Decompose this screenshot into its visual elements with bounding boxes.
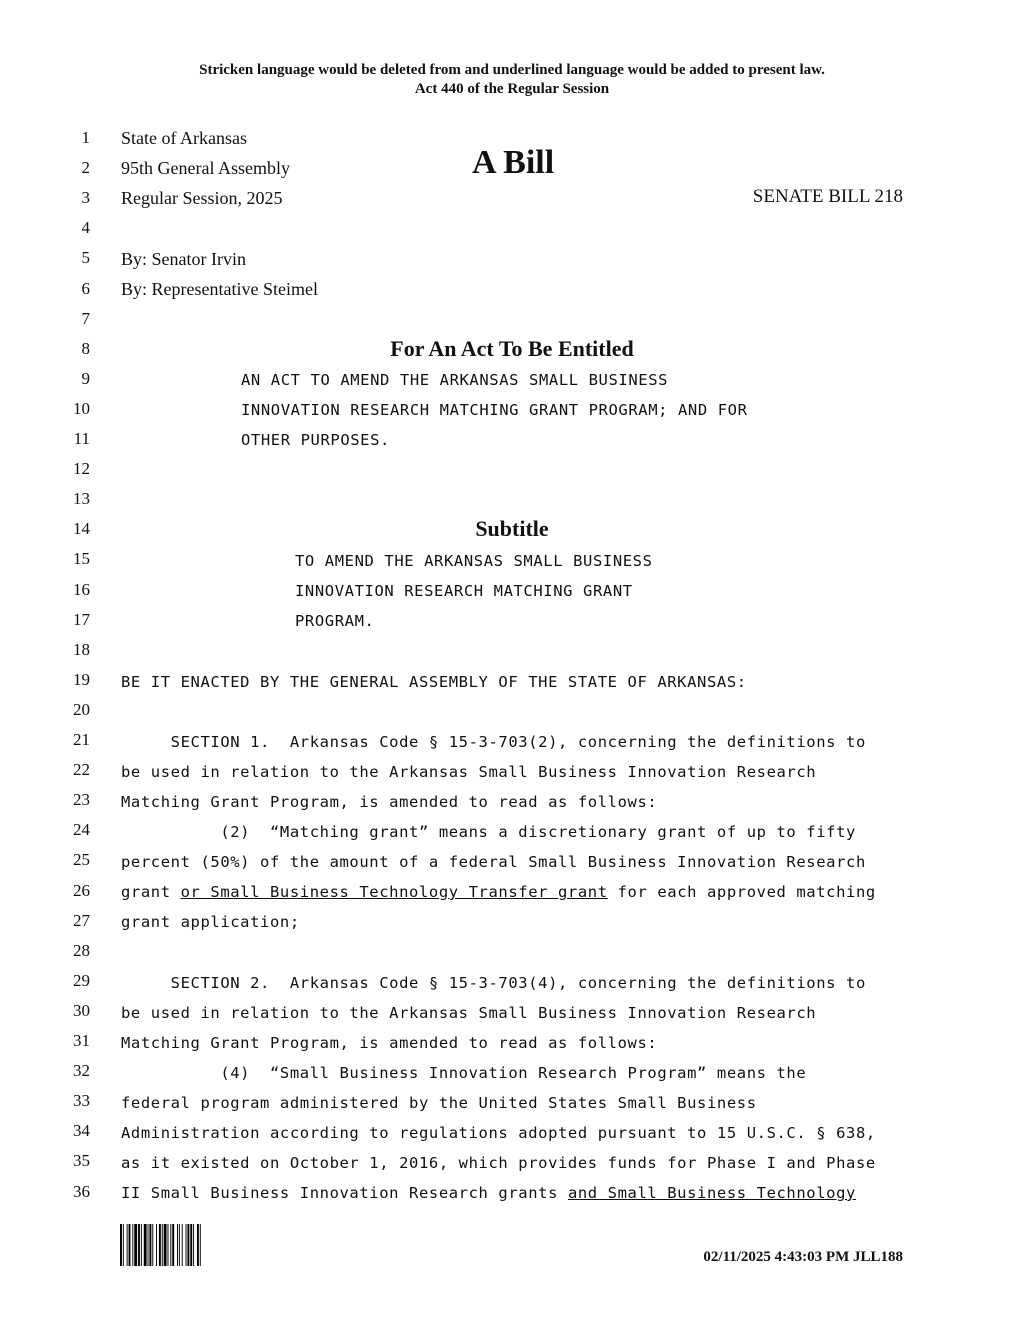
title-heading: For An Act To Be Entitled (390, 336, 634, 361)
sponsor-representative: By: Representative Steimel (121, 279, 318, 299)
section2-line-32: (4) “Small Business Innovation Research Program” means the (121, 1064, 807, 1082)
title-line-2: INNOVATION RESEARCH MATCHING GRANT PROGRAM; AND FOR (241, 401, 748, 419)
line-number: 26 (73, 880, 90, 900)
line-number: 33 (73, 1091, 90, 1111)
section1-line-25: percent (50%) of the amount of a federal Small Business Innovation Research (121, 853, 866, 871)
line-number: 16 (73, 579, 90, 599)
line-number: 20 (73, 699, 90, 719)
added-text: or Small Business Technology Transfer grant (180, 883, 608, 901)
session: Regular Session, 2025 (121, 188, 283, 208)
line-number: 21 (73, 730, 90, 749)
section2-line-30: be used in relation to the Arkansas Small Business Innovation Research (121, 1004, 817, 1022)
title-line-3: OTHER PURPOSES. (241, 431, 390, 449)
line-number: 15 (73, 549, 90, 569)
line-number: 11 (73, 429, 90, 448)
line-number: 7 (81, 308, 90, 328)
line-number: 9 (81, 368, 90, 388)
line-number: 25 (73, 850, 90, 870)
line-number: 32 (73, 1061, 90, 1081)
amendment-notice: Stricken language would be deleted from and underlined language would be added to present law. (199, 62, 825, 78)
line-number: 31 (73, 1031, 90, 1050)
line-number: 35 (73, 1151, 90, 1171)
line-number: 27 (73, 910, 90, 930)
subtitle-line-3: PROGRAM. (295, 612, 375, 630)
line-number: 19 (73, 669, 90, 689)
bill-number: SENATE BILL 218 (752, 186, 903, 207)
section1-line-23: Matching Grant Program, is amended to read as follows: (121, 793, 658, 811)
section2-line-36 (121, 1183, 856, 1203)
general-assembly: 95th General Assembly (121, 158, 290, 178)
document-type: A Bill (472, 144, 555, 181)
act-number: Act 440 of the Regular Session (414, 81, 610, 97)
line-number: 14 (73, 519, 90, 539)
line-number: 18 (73, 639, 90, 659)
section1-line-27: grant application; (121, 913, 300, 931)
line-number: 22 (73, 760, 90, 780)
line-number: 6 (81, 278, 90, 298)
section1-line-26-end: for each approved matching (607, 883, 876, 901)
line-number: 30 (73, 1000, 90, 1020)
line-number: 4 (81, 218, 90, 238)
section2-line-31: Matching Grant Program, is amended to read as follows: (121, 1034, 658, 1052)
barcode-icon (120, 1224, 250, 1266)
title-line-1: AN ACT TO AMEND THE ARKANSAS SMALL BUSINESS (241, 371, 669, 389)
section1-line-24: (2) “Matching grant” means a discretionary grant of up to fifty (121, 823, 856, 841)
added-text: and Small Business Technology (567, 1184, 856, 1202)
section2-line-36-start: II Small Business Innovation Research grants (121, 1184, 568, 1202)
line-number: 1 (81, 128, 90, 147)
line-number: 17 (73, 609, 90, 629)
footer-timestamp: 02/11/2025 4:43:03 PM JLL188 (703, 1249, 903, 1265)
subtitle-line-1: TO AMEND THE ARKANSAS SMALL BUSINESS (295, 552, 653, 570)
section1-line-21: SECTION 1. Arkansas Code § 15-3-703(2), concerning the definitions to (121, 733, 866, 751)
line-number: 24 (73, 820, 90, 840)
section1-line-26 (121, 882, 876, 902)
line-number: 3 (81, 188, 90, 208)
section1-line-26-start: grant (121, 883, 181, 901)
enacting-clause: BE IT ENACTED BY THE GENERAL ASSEMBLY OF THE STATE OF ARKANSAS: (121, 673, 747, 691)
subtitle-heading: Subtitle (475, 516, 549, 541)
line-number: 13 (73, 489, 90, 509)
line-number: 12 (73, 459, 90, 479)
section2-line-34: Administration according to regulations adopted pursuant to 15 U.S.C. § 638, (121, 1124, 876, 1142)
line-number: 28 (73, 940, 90, 960)
line-number: 34 (73, 1121, 90, 1141)
line-number: 10 (73, 398, 90, 418)
subtitle-line-2: INNOVATION RESEARCH MATCHING GRANT (295, 582, 633, 600)
state-name: State of Arkansas (121, 128, 247, 148)
line-number: 29 (73, 970, 90, 990)
section2-line-35: as it existed on October 1, 2016, which provides funds for Phase I and Phase (121, 1154, 876, 1172)
line-number: 5 (81, 248, 90, 268)
line-number: 8 (81, 338, 90, 358)
line-number: 23 (73, 790, 90, 810)
line-number: 36 (73, 1181, 90, 1201)
line-number: 2 (81, 158, 90, 178)
section2-line-33: federal program administered by the United States Small Business (121, 1094, 757, 1112)
section2-line-29: SECTION 2. Arkansas Code § 15-3-703(4), concerning the definitions to (121, 974, 866, 992)
section1-line-22: be used in relation to the Arkansas Small Business Innovation Research (121, 763, 817, 781)
sponsor-senator: By: Senator Irvin (121, 249, 246, 269)
